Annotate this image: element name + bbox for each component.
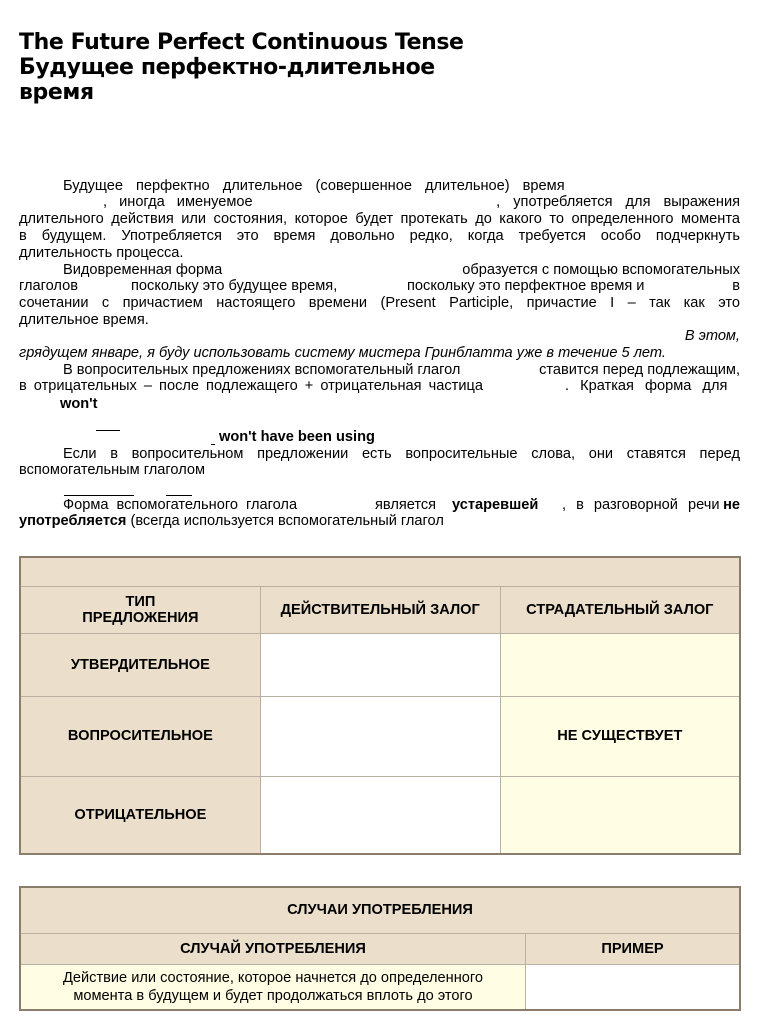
paragraph-4-line-2: вспомогательным глаголом (19, 462, 206, 478)
cell-passive-interrogative: НЕ СУЩЕСТВУЕТ (500, 696, 740, 776)
paragraph-1-line-5: длительность процесса. (19, 245, 184, 261)
forms-table (19, 556, 741, 855)
short-form-wont: won't (60, 396, 98, 412)
table-header-row (20, 933, 740, 964)
blank-underline (64, 483, 134, 496)
paragraph-1-line-4: в будущем. Употребляется это время довольно редко, когда требуется особо подчеркнуть (19, 228, 740, 244)
header-example: ПРИМЕР (526, 933, 741, 964)
blank-underline (211, 432, 215, 445)
usage-table-title: СЛУЧАИ УПОТРЕБЛЕНИЯ (20, 887, 740, 933)
table-row (20, 776, 740, 854)
header-active-voice: ДЕЙСТВИТЕЛЬНЫЙ ЗАЛОГ (260, 586, 500, 633)
usage-example-cell (526, 964, 741, 1010)
cell-passive-affirmative (500, 633, 740, 696)
row-label-negative: ОТРИЦАТЕЛЬНОЕ (20, 776, 260, 854)
title-russian-line2: время (19, 80, 94, 105)
example-line-1: В этом, (684, 328, 740, 344)
header-sentence-type: ТИП ПРЕДЛОЖЕНИЯ (20, 586, 260, 633)
page-title (19, 30, 464, 105)
paragraph-5-line-2: употребляется (всегда используется вспомогательный глагол (19, 513, 444, 529)
cell-active-affirmative (260, 633, 500, 696)
usage-table (19, 886, 741, 1011)
header-usage-case: СЛУЧАЙ УПОТРЕБЛЕНИЯ (20, 933, 526, 964)
header-passive-voice: СТРАДАТЕЛЬНЫЙ ЗАЛОГ (500, 586, 740, 633)
paragraph-4-line-1: Если в вопросительном предложении есть вопросительные слова, они ставятся перед (63, 446, 740, 462)
example-line-2: грядущем январе, я буду использовать систему мистера Гринблатта уже в течение 5 лет. (19, 345, 666, 361)
title-english: The Future Perfect Continuous Tense (19, 30, 464, 55)
cell-active-negative (260, 776, 500, 854)
table-row (20, 557, 740, 586)
usage-case-cell: Действие или состояние, которое начнется до определенного момента в будущем и будет продолжаться вплоть до этого (20, 964, 526, 1010)
paragraph-2-line-3: сочетании с причастием настоящего времени (Present Participle, причастие I – так как это (19, 295, 740, 311)
paragraph-1-line-3: длительного действия или состояния, которое будет протекать до какого то определенного момента (19, 211, 740, 227)
table-row (20, 633, 740, 696)
table-header-row (20, 586, 740, 633)
table-row (20, 964, 740, 1010)
table-caption-row (20, 887, 740, 933)
paragraph-1-line-1: Будущее перфектно длительное (совершенное длительное) время (63, 178, 565, 194)
table-caption-empty (20, 557, 740, 586)
cell-active-interrogative (260, 696, 500, 776)
row-label-affirmative: УТВЕРДИТЕЛЬНОЕ (20, 633, 260, 696)
title-russian-line1: Будущее перфектно-длительное (19, 55, 435, 80)
short-form-example: won't have been using (219, 429, 375, 445)
row-label-interrogative: ВОПРОСИТЕЛЬНОЕ (20, 696, 260, 776)
table-row (20, 696, 740, 776)
blank-underline (96, 418, 120, 431)
blank-underline (166, 483, 192, 496)
cell-passive-negative (500, 776, 740, 854)
paragraph-2-line-4: длительное время. (19, 312, 149, 328)
